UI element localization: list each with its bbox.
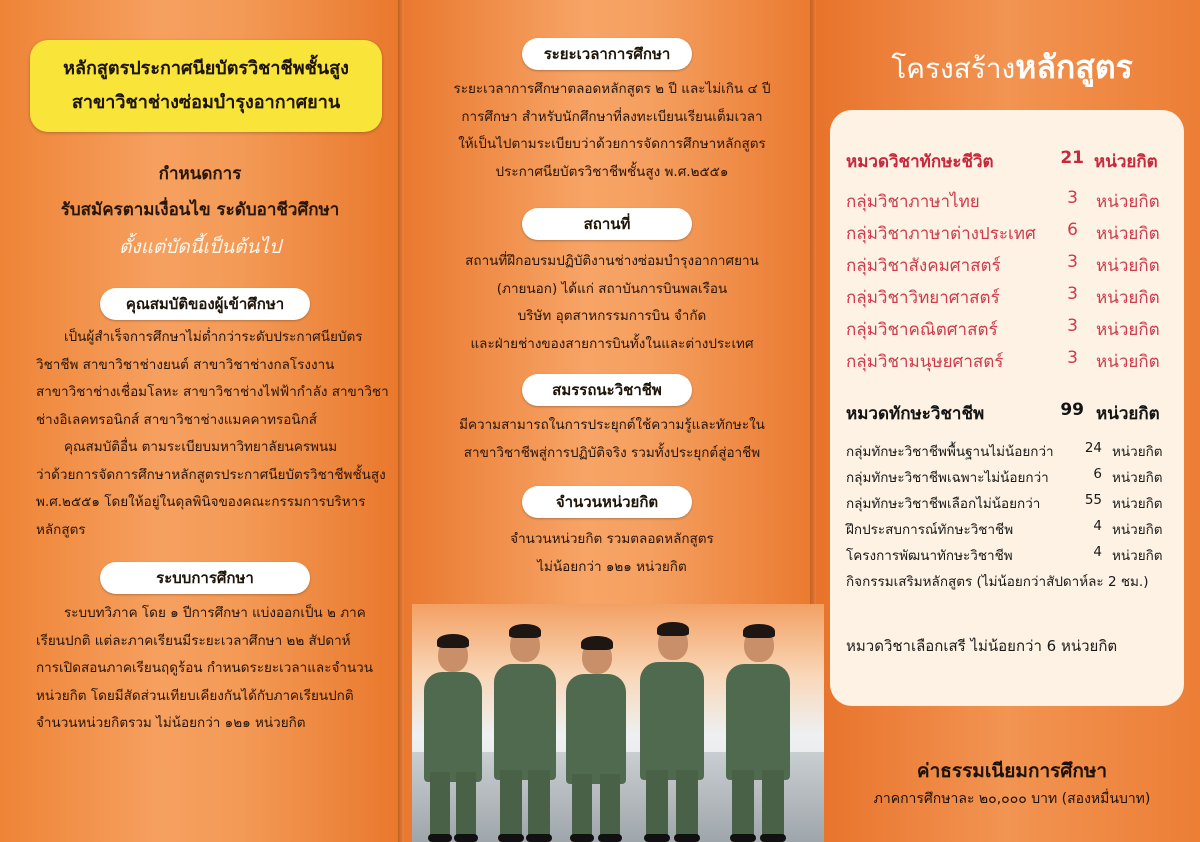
competency-text [406, 412, 818, 467]
group-name: กลุ่มวิชาคณิตศาสตร์ [846, 320, 998, 340]
professional-unit: หน่วยกิต [1096, 404, 1160, 424]
program-title-box [30, 40, 382, 132]
group-name: กลุ่มวิชาสังคมศาสตร์ [846, 256, 1001, 276]
text-line: เป็นผู้สำเร็จการศึกษาไม่ต่ำกว่าระดับประกาศนียบัตร [64, 329, 363, 345]
program-title-line2: สาขาวิชาช่างซ่อมบำรุงอากาศยาน [71, 92, 341, 113]
group-name: กลุ่มวิชาภาษาต่างประเทศ [846, 224, 1036, 244]
schedule-heading: กำหนดการ [158, 164, 242, 184]
curriculum-card [830, 110, 1184, 706]
schedule-script: ตั้งแต่บัดนี้เป็นต้นไป [118, 236, 282, 258]
group-credits: 4 [1093, 518, 1102, 534]
group-name: ฝึกประสบการณ์ทักษะวิชาชีพ [846, 522, 1014, 538]
group-unit: หน่วยกิต [1112, 548, 1163, 564]
group-credits: 3 [1067, 316, 1078, 336]
text-line: ระบบทวิภาค โดย ๑ ปีการศึกษา แบ่งออกเป็น ๒ ภาค [64, 605, 366, 621]
text-line: ประกาศนียบัตรวิชาชีพชั้นสูง พ.ศ.๒๕๕๑ [495, 163, 729, 180]
text-line: ว่าด้วยการจัดการศึกษาหลักสูตรประกาศนียบัตรวิชาชีพชั้นสูง [36, 466, 386, 483]
group-credits: 3 [1067, 284, 1078, 304]
group-credits: 3 [1067, 348, 1078, 368]
professional-credits: 99 [1060, 400, 1084, 420]
group-unit: หน่วยกิต [1112, 496, 1163, 512]
group-name: กลุ่มทักษะวิชาชีพเฉพาะไม่น้อยกว่า [846, 470, 1049, 486]
fold-line [398, 0, 404, 842]
group-credits: 6 [1093, 466, 1102, 482]
students-photo [412, 604, 824, 842]
system-heading: ระบบการศึกษา [100, 562, 310, 594]
text-line: สาขาวิชาชีพสู่การปฏิบัติจริง รวมทั้งประยุกต์สู่อาชีพ [463, 444, 761, 461]
text-line: คุณสมบัติอื่น ตามระเบียบมหาวิทยาลัยนครพนม [64, 439, 338, 455]
activity-note: กิจกรรมเสริมหลักสูตร (ไม่น้อยกว่าสัปดาห์ละ 2 ชม.) [846, 574, 1149, 590]
competency-heading: สมรรถนะวิชาชีพ [522, 374, 692, 406]
text-line: การศึกษา สำหรับนักศึกษาที่ลงทะเบียนเรียนเต็มเวลา [461, 108, 763, 125]
credits-heading: จำนวนหน่วยกิต [522, 486, 692, 518]
duration-text [406, 76, 818, 186]
text-line: ช่างอิเลคทรอนิกส์ สาขาวิชาช่างแมคคาทรอนิกส์ [36, 411, 317, 428]
life-skills-unit: หน่วยกิต [1094, 152, 1158, 172]
group-name: กลุ่มวิชาภาษาไทย [846, 192, 980, 212]
group-unit: หน่วยกิต [1096, 256, 1160, 276]
group-name: กลุ่มวิชาวิทยาศาสตร์ [846, 288, 1000, 308]
group-credits: 6 [1067, 220, 1078, 240]
student-figure [634, 612, 710, 842]
location-text [406, 248, 818, 358]
text-line: ไม่น้อยกว่า ๑๒๑ หน่วยกิต [537, 558, 687, 575]
program-title-line1: หลักสูตรประกาศนียบัตรวิชาชีพชั้นสูง [63, 58, 349, 79]
group-credits: 55 [1084, 492, 1102, 508]
group-name: โครงการพัฒนาทักษะวิชาชีพ [846, 548, 1013, 564]
text-line: บริษัท อุตสาหกรรมการบิน จำกัด [517, 308, 707, 324]
group-unit: หน่วยกิต [1112, 444, 1163, 460]
group-unit: หน่วยกิต [1096, 288, 1160, 308]
text-line: ให้เป็นไปตามระเบียบว่าด้วยการจัดการศึกษาหลักสูตร [458, 136, 766, 152]
system-text [36, 600, 373, 738]
credits-text [406, 526, 818, 581]
qualifications-text [36, 324, 389, 544]
text-line: หลักสูตร [36, 521, 86, 538]
free-elective: หมวดวิชาเลือกเสรี ไม่น้อยกว่า 6 หน่วยกิต [846, 637, 1118, 655]
qualifications-heading: คุณสมบัติของผู้เข้าศึกษา [100, 288, 310, 320]
text-line: จำนวนหน่วยกิต รวมตลอดหลักสูตร [510, 531, 714, 547]
schedule-subheading: รับสมัครตามเงื่อนไข ระดับอาชีวศึกษา [60, 200, 340, 220]
student-figure [560, 622, 632, 842]
text-line: การเปิดสอนภาคเรียนฤดูร้อน กำหนดระยะเวลาและจำนวน [36, 660, 373, 676]
text-line: หน่วยกิต โดยมีสัดส่วนเทียบเคียงกันได้กับภาคเรียนปกติ [36, 687, 354, 704]
text-line: เรียนปกติ แต่ละภาคเรียนมีระยะเวลาศึกษา ๒๒ สัปดาห์ [36, 632, 351, 649]
text-line: และฝ่ายช่างของสายการบินทั้งในและต่างประเทศ [470, 335, 754, 352]
duration-heading: ระยะเวลาการศึกษา [522, 38, 692, 70]
life-skills-credits: 21 [1060, 148, 1084, 168]
group-unit: หน่วยกิต [1112, 470, 1163, 486]
group-credits: 3 [1067, 188, 1078, 208]
text-line: จำนวนหน่วยกิตรวม ไม่น้อยกว่า ๑๒๑ หน่วยกิต [36, 715, 306, 731]
location-heading: สถานที่ [522, 208, 692, 240]
group-unit: หน่วยกิต [1096, 320, 1160, 340]
text-line: สาขาวิชาช่างเชื่อมโลหะ สาขาวิชาช่างไฟฟ้ากำลัง สาขาวิชา [36, 384, 389, 400]
life-skills-name: หมวดวิชาทักษะชีวิต [846, 152, 994, 172]
student-figure [718, 614, 798, 842]
group-credits: 3 [1067, 252, 1078, 272]
group-unit: หน่วยกิต [1096, 224, 1160, 244]
group-unit: หน่วยกิต [1112, 522, 1163, 538]
text-line: (ภายนอก) ได้แก่ สถาบันการบินพลเรือน [496, 280, 728, 297]
title-part-b: หลักสูตร [1015, 48, 1133, 86]
text-line: สถานที่ฝึกอบรมปฏิบัติงานช่างซ่อมบำรุงอากาศยาน [465, 253, 759, 269]
group-name: กลุ่มทักษะวิชาชีพเลือกไม่น้อยกว่า [846, 496, 1041, 512]
professional-name: หมวดทักษะวิชาชีพ [846, 404, 985, 424]
text-line: พ.ศ.๒๕๕๑ โดยให้อยู่ในดุลพินิจของคณะกรรมการบริหาร [36, 494, 366, 510]
text-line: ระยะเวลาการศึกษาตลอดหลักสูตร ๒ ปี และไม่เกิน ๔ ปี [453, 81, 771, 97]
fee-text: ภาคการศึกษาละ ๒๐,๐๐๐ บาท (สองหมื่นบาท) [873, 791, 1151, 807]
curriculum-structure-title [824, 42, 1200, 93]
student-figure [488, 614, 562, 842]
fee-title: ค่าธรรมเนียมการศึกษา [916, 760, 1108, 782]
text-line: วิชาชีพ สาขาวิชาช่างยนต์ สาขาวิชาช่างกลโรงงาน [36, 356, 335, 373]
group-credits: 24 [1084, 440, 1102, 456]
group-unit: หน่วยกิต [1096, 352, 1160, 372]
group-unit: หน่วยกิต [1096, 192, 1160, 212]
title-part-a: โครงสร้าง [891, 52, 1016, 85]
text-line: มีความสามารถในการประยุกต์ใช้ความรู้และทักษะใน [459, 417, 765, 433]
group-credits: 4 [1093, 544, 1102, 560]
group-name: กลุ่มทักษะวิชาชีพพื้นฐานไม่น้อยกว่า [846, 444, 1054, 460]
student-figure [418, 622, 488, 842]
group-name: กลุ่มวิชามนุษยศาสตร์ [846, 352, 1004, 372]
